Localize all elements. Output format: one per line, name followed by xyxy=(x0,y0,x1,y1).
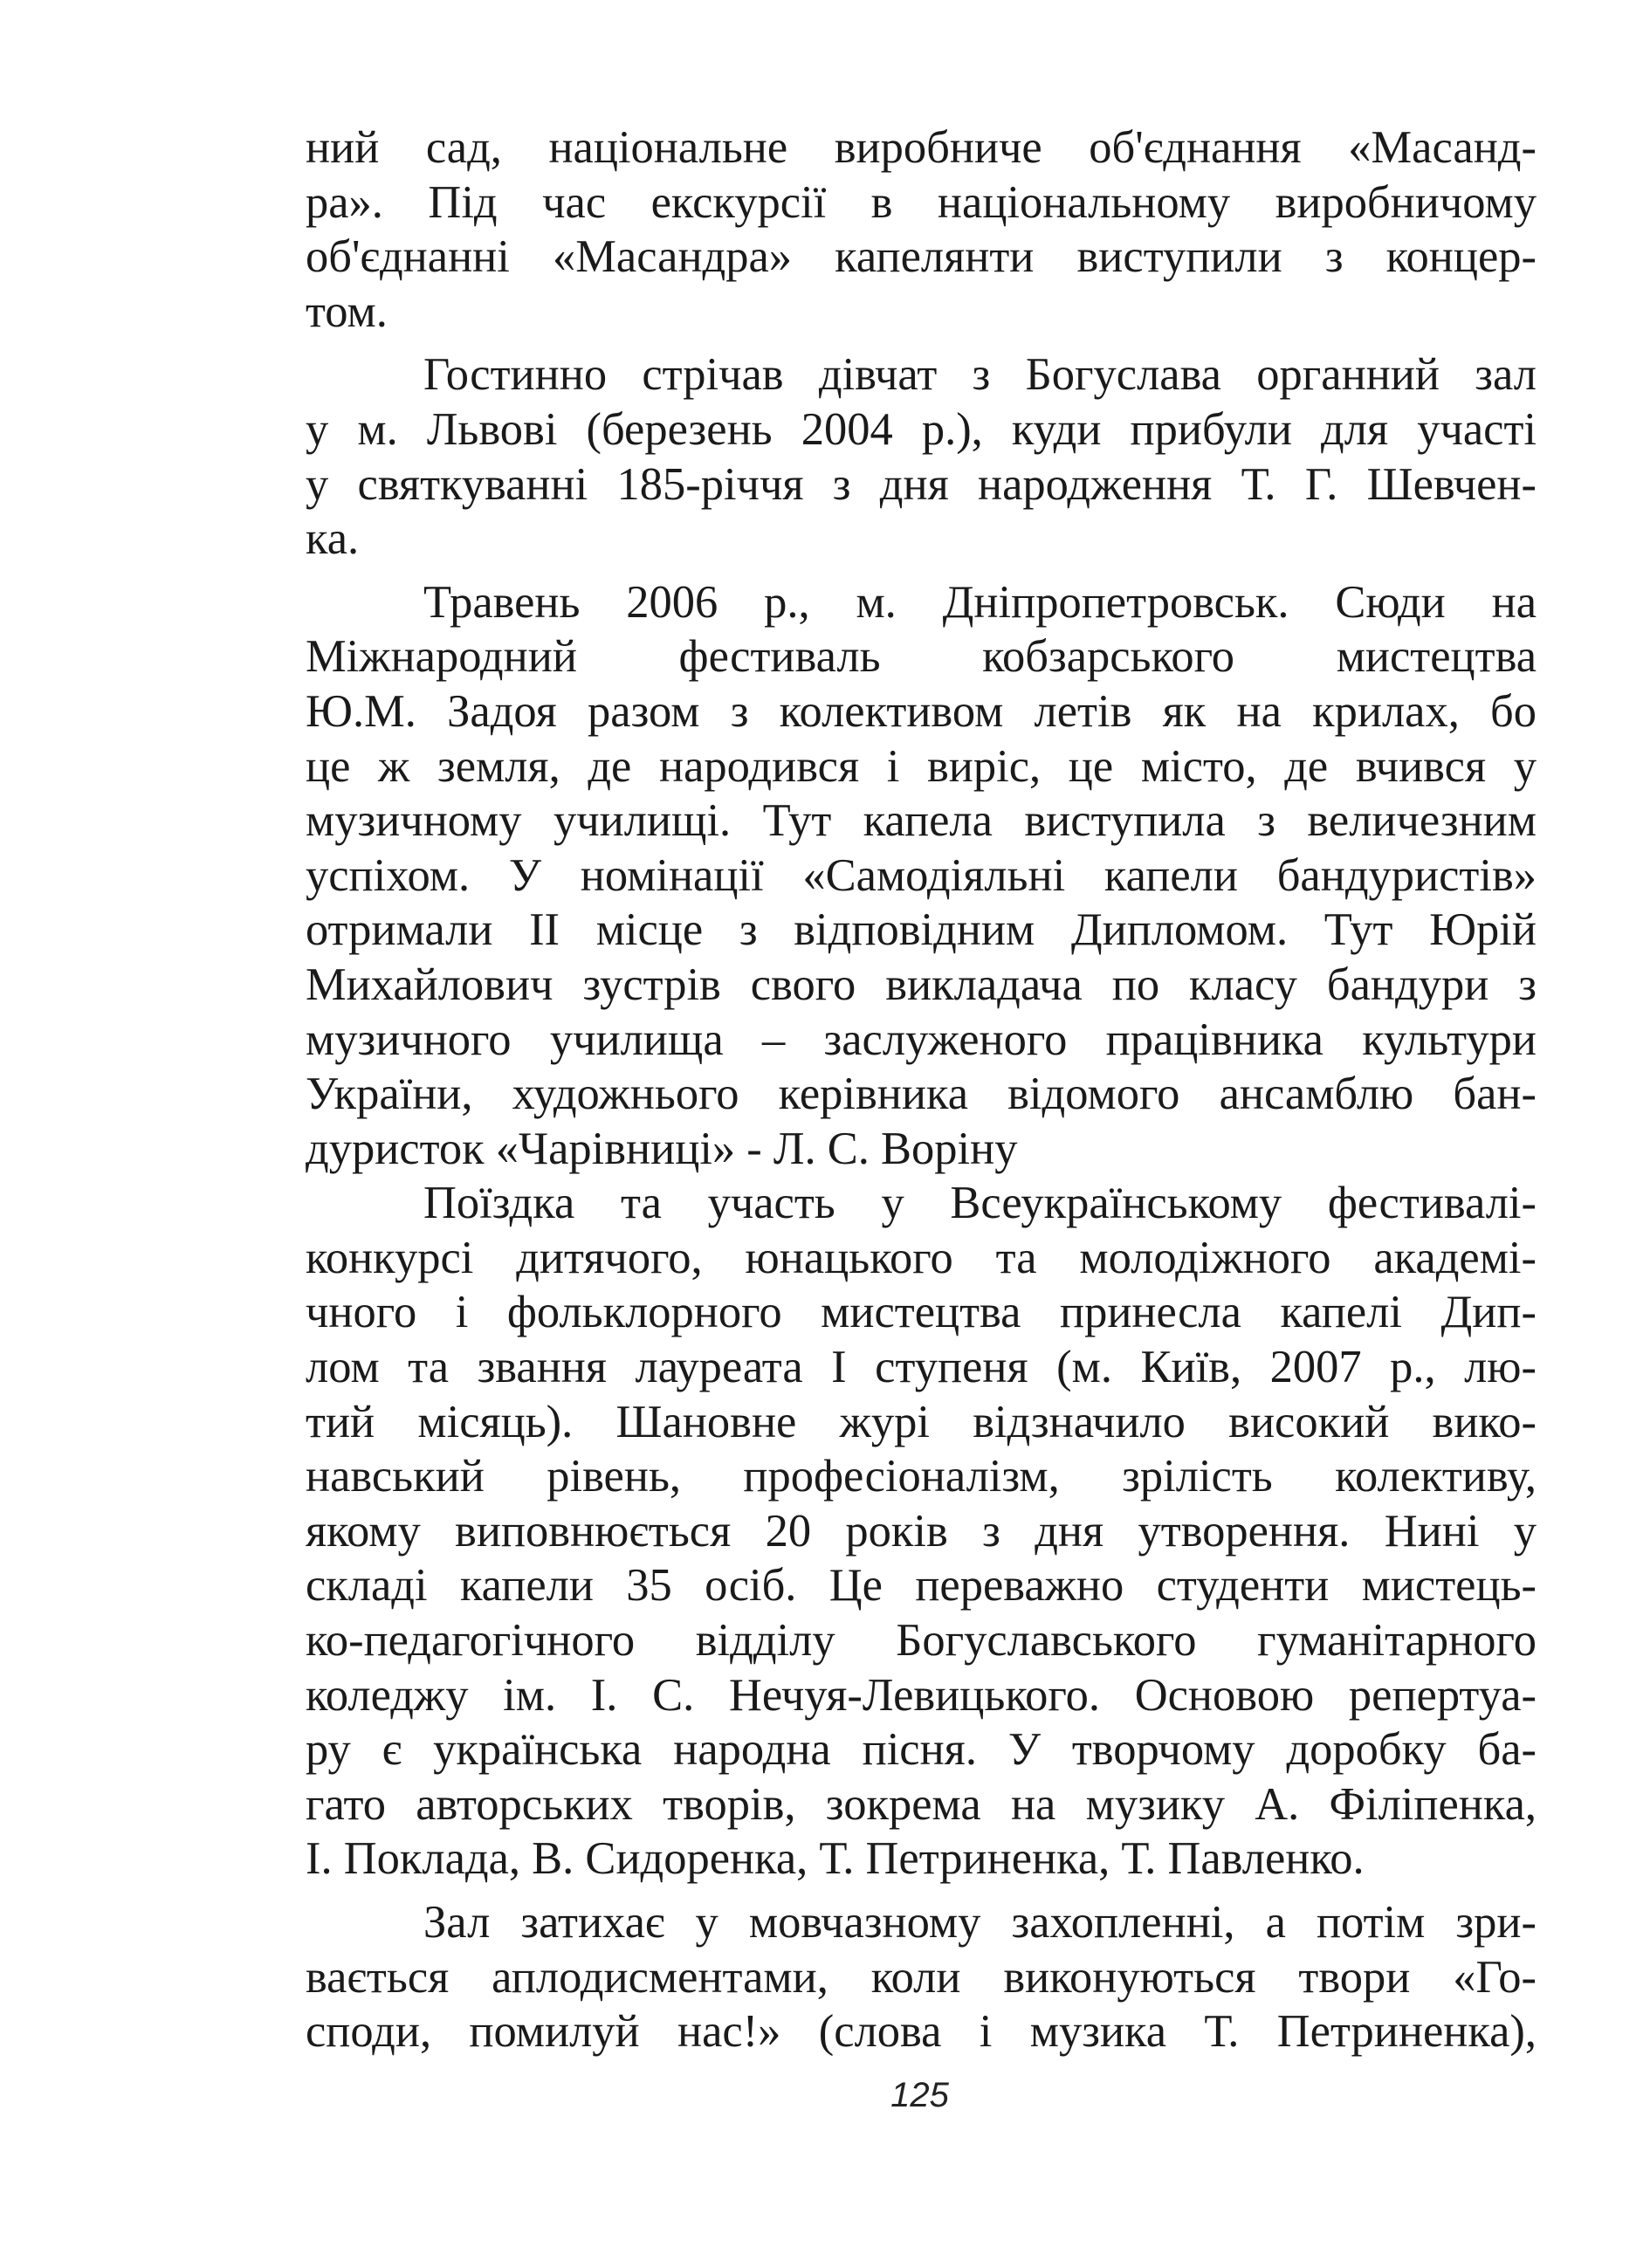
text-line: України, художнього керівника відомого ансамблю бан- xyxy=(306,1069,1537,1120)
page-body xyxy=(306,120,1537,2059)
text-line: ка. xyxy=(306,513,360,565)
text-line: чного і фольклорного мистецтва принесла капелі Дип- xyxy=(306,1287,1537,1338)
text-line: ний сад, національне виробниче об'єднання «Масанд- xyxy=(306,122,1537,173)
text-line: Зал затихає у мовчазному захопленні, а потім зри- xyxy=(423,1897,1537,1948)
text-line: у святкуванні 185-річчя з дня народження Т. Г. Шевчен- xyxy=(306,458,1537,510)
page-number: 125 xyxy=(890,2076,949,2114)
paragraph-dnipropetrovsk xyxy=(306,575,1537,1177)
text-line: об'єднанні «Масандра» капелянти виступили з концер- xyxy=(306,231,1537,283)
text-line: Ю.М. Задоя разом з колективом летів як на крилах, бо xyxy=(306,685,1537,737)
text-line: навський рівень, професіоналізм, зрілість колективу, xyxy=(306,1451,1537,1502)
text-line: успіхом. У номінації «Самодіяльні капели бандуристів» xyxy=(306,849,1537,901)
text-line: ко-педагогічного відділу Богуславського гуманітарного xyxy=(306,1615,1537,1667)
text-line: І. Поклада, В. Сидоренка, Т. Петриненка, Т. Павленко. xyxy=(306,1833,1365,1885)
text-line: складі капели 35 осіб. Це переважно студенти мистець- xyxy=(306,1560,1537,1612)
text-line: гато авторських творів, зокрема на музику А. Філіпенка, xyxy=(306,1778,1537,1830)
text-line: музичному училищі. Тут капела виступила з величезним xyxy=(306,795,1537,847)
text-line: Гостинно стрічав дівчат з Богуслава органний зал xyxy=(423,349,1537,401)
text-line: конкурсі дитячого, юнацького та молодіжного академі- xyxy=(306,1232,1537,1283)
text-line: тий місяць). Шановне журі відзначило високий вико- xyxy=(306,1396,1537,1447)
text-line: це ж земля, де народився і виріс, це місто, де вчився у xyxy=(306,740,1537,792)
text-line: ра». Під час екскурсії в національному виробничому xyxy=(306,176,1537,228)
paragraph-lviv xyxy=(306,347,1537,566)
text-line: у м. Львові (березень 2004 р.), куди прибули для участі xyxy=(306,403,1537,455)
text-line: ру є українська народна пісня. У творчому доробку ба- xyxy=(306,1724,1537,1776)
paragraph-kyiv-festival xyxy=(306,1176,1537,1887)
text-line: отримали ІІ місце з відповідним Дипломом. Тут Юрій xyxy=(306,904,1537,956)
text-line: споди, помилуй нас!» (слова і музика Т. Петриненка), xyxy=(306,2006,1537,2058)
text-line: коледжу ім. І. С. Нечуя-Левицького. Основою репертуа- xyxy=(306,1669,1537,1721)
text-line: музичного училища – заслуженого працівника культури xyxy=(306,1014,1537,1065)
text-line: Травень 2006 р., м. Дніпропетровськ. Сюди на xyxy=(423,576,1537,628)
text-line: вається аплодисментами, коли виконуються твори «Го- xyxy=(306,1951,1537,2003)
text-line: Михайлович зустрів свого викладача по класу бандури з xyxy=(306,959,1537,1010)
text-line: лом та звання лауреата І ступеня (м. Київ, 2007 р., лю- xyxy=(306,1342,1537,1393)
paragraph-hall-applause xyxy=(306,1895,1537,2059)
text-line: якому виповнюється 20 років з дня утворення. Нині у xyxy=(306,1505,1537,1557)
text-line: дуристок «Чарівниці» - Л. С. Воріну xyxy=(306,1123,1018,1174)
paragraph-masandra xyxy=(306,120,1537,339)
text-line: Поїздка та участь у Всеукраїнському фестивалі- xyxy=(423,1178,1537,1229)
text-line: том. xyxy=(306,285,388,337)
text-line: Міжнародний фестиваль кобзарського мистецтва xyxy=(306,631,1537,683)
